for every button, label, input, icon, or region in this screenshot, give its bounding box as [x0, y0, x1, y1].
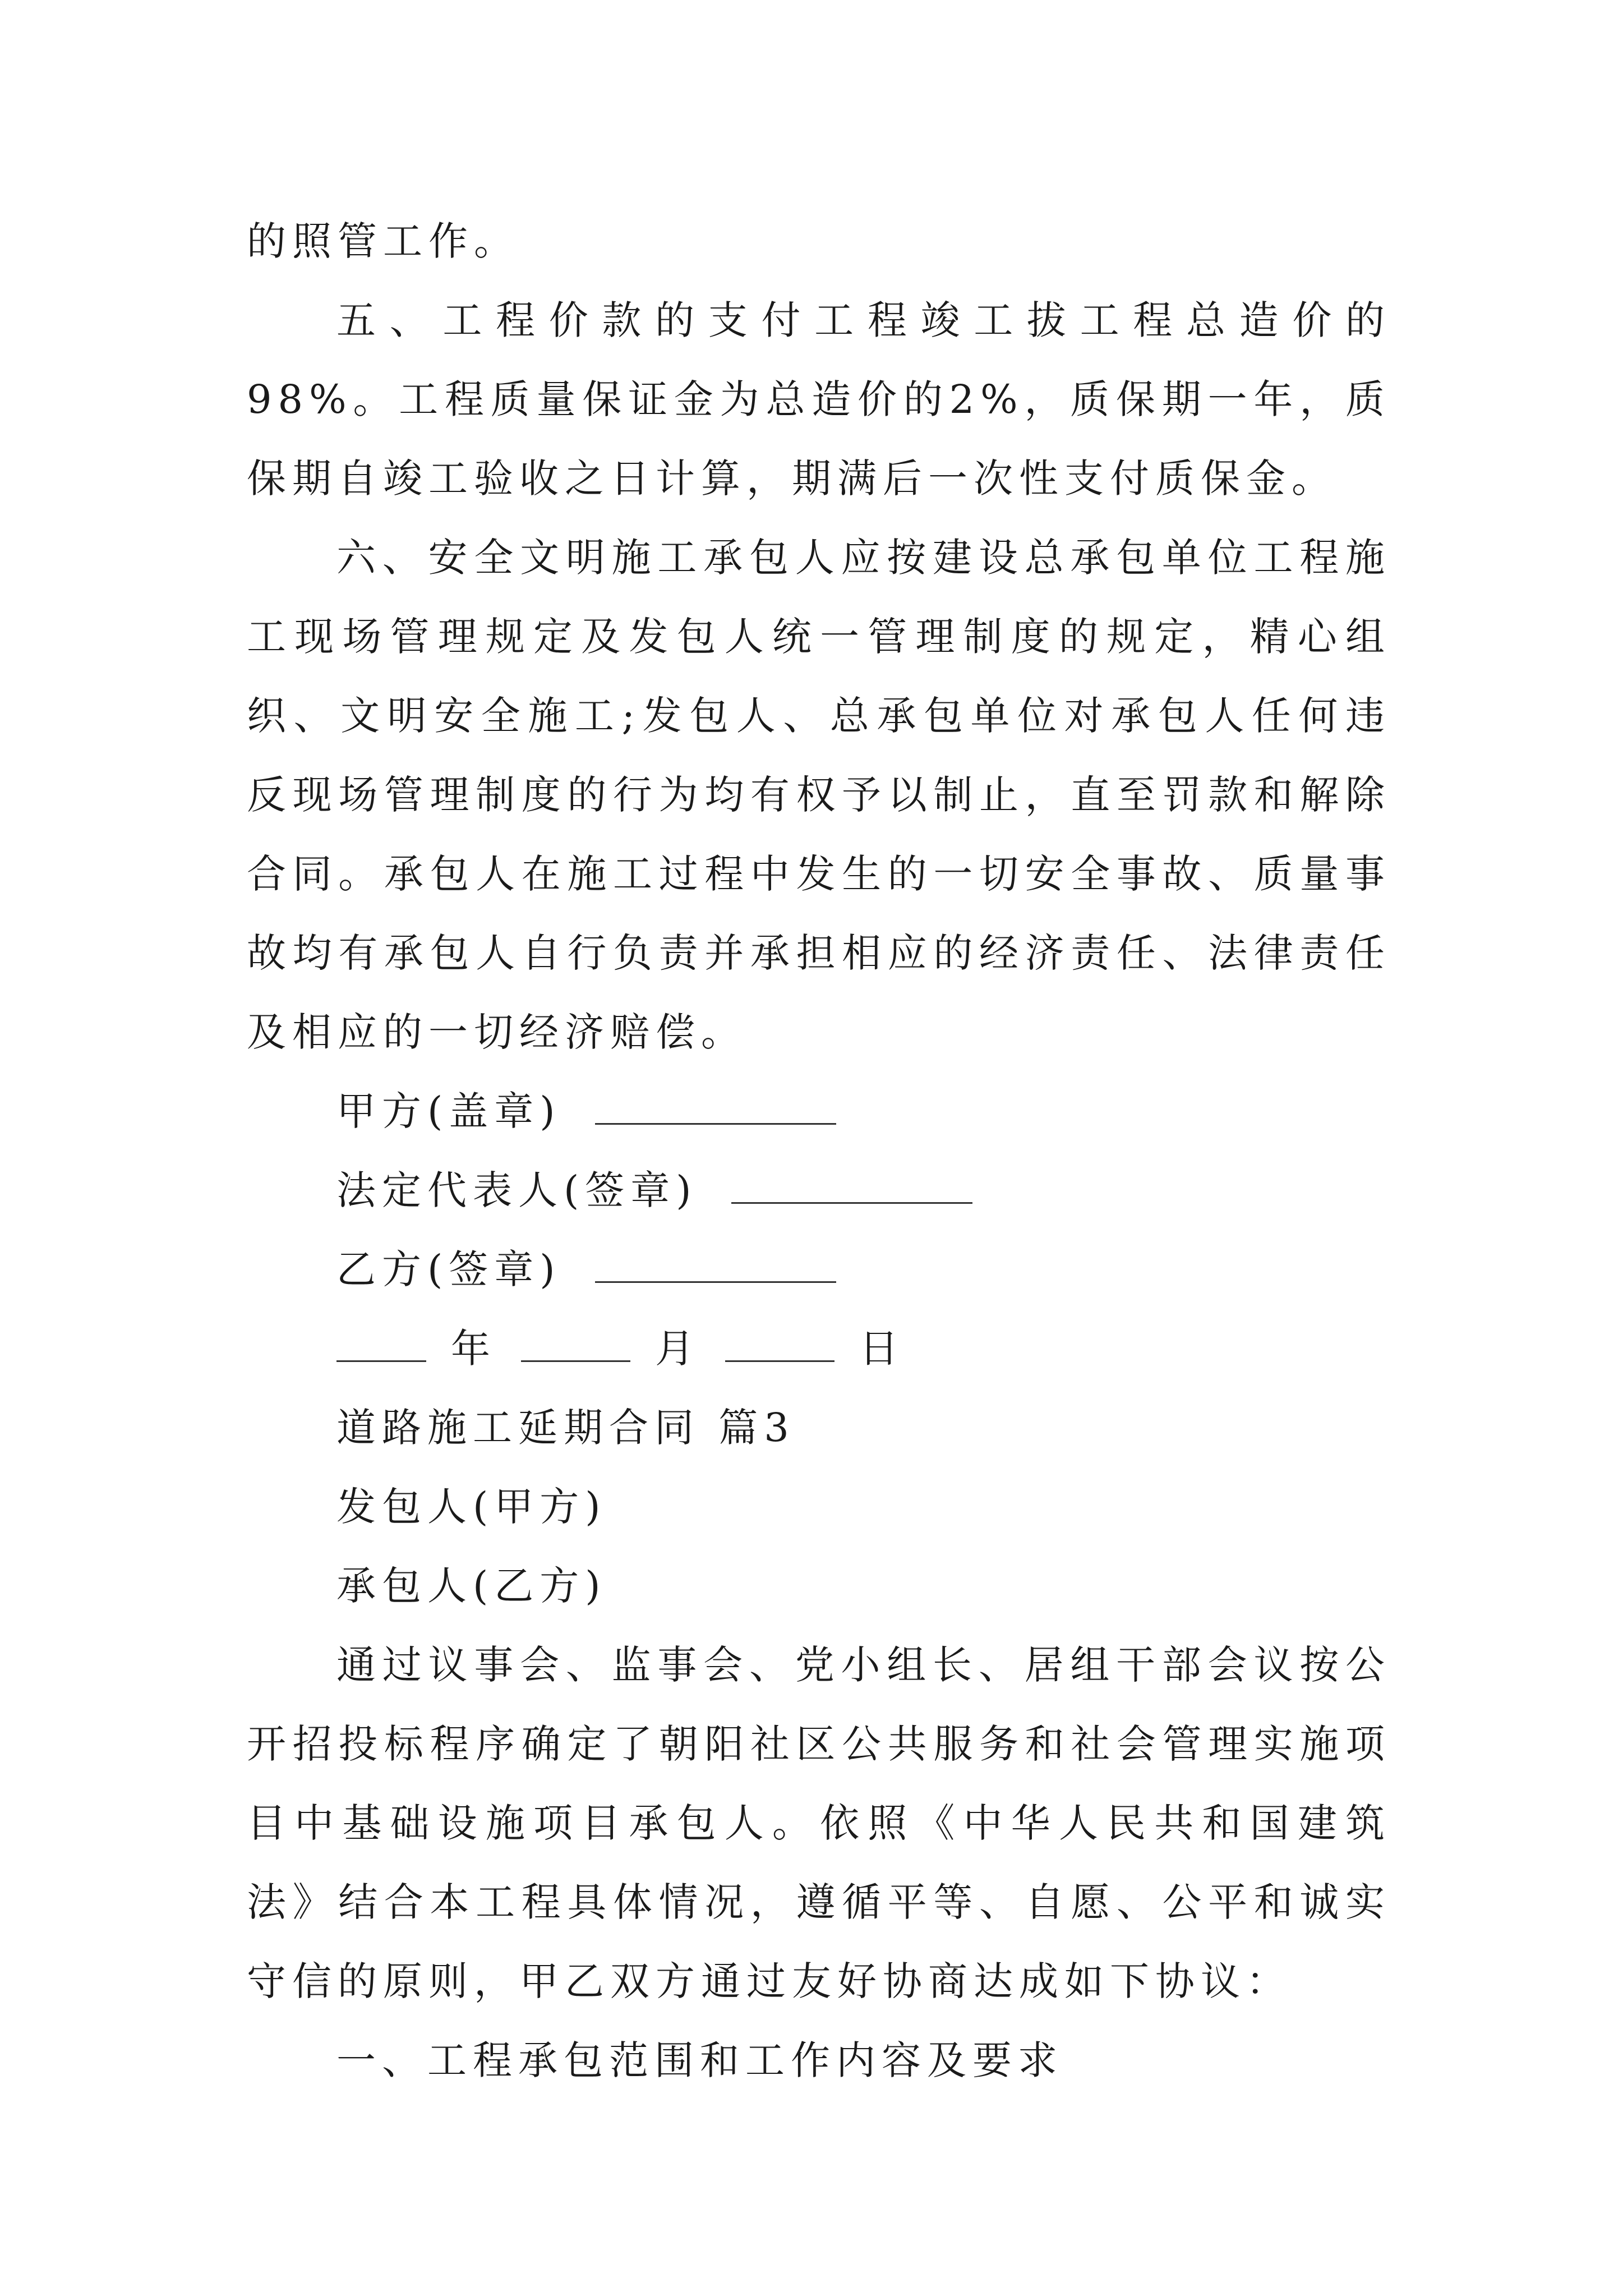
signature-party-b-label: 乙方(签章) [336, 1246, 561, 1292]
date-year-blank [336, 1327, 426, 1362]
document-body [247, 202, 1391, 2100]
date-day-blank [725, 1327, 834, 1362]
signature-legal-rep [247, 1151, 1391, 1230]
party-contractor: 承包人(乙方) [336, 1563, 607, 1609]
paragraph-payment: 五、工程价款的支付工程竣工拔工程总造价的98%。工程质量保证金为总造价的2%，质保期一年，质保期自竣工验收之日计算，期满后一次性支付质保金。 [247, 297, 1391, 501]
clause-heading-1: 一、工程承包范围和工作内容及要求 [336, 2037, 1063, 2083]
date-month-label: 月 [655, 1326, 700, 1372]
signature-party-a-blank [595, 1089, 836, 1125]
date-month-blank [521, 1327, 630, 1362]
signature-party-a-label: 甲方(盖章) [336, 1088, 561, 1134]
signature-party-b-blank [595, 1248, 836, 1283]
paragraph-preamble: 通过议事会、监事会、党小组长、居组干部会议按公开招投标程序确定了朝阳社区公共服务和社会管理实施项目中基础设施项目承包人。依照《中华人民共和国建筑法》结合本工程具体情况，遵循平等、自愿、公平和诚实守信的原则，甲乙双方通过友好协商达成如下协议： [247, 1642, 1391, 2004]
paragraph-safety: 六、安全文明施工承包人应按建设总承包单位工程施工现场管理规定及发包人统一管理制度的规定，精心组织、文明安全施工;发包人、总承包单位对承包人任何违反现场管理制度的行为均有权予以制止，直至罚款和解除合同。承包人在施工过程中发生的一切安全事故、质量事故均有承包人自行负责并承担相应的经济责任、法律责任及相应的一切经济赔偿。 [247, 535, 1391, 1055]
section-title: 道路施工延期合同 篇3 [336, 1405, 795, 1451]
date-year-label: 年 [451, 1326, 496, 1372]
signature-party-a [247, 1072, 1391, 1151]
signature-party-b [247, 1230, 1391, 1309]
paragraph-continuation: 的照管工作。 [247, 218, 519, 264]
date-day-label: 日 [859, 1326, 905, 1372]
signature-legal-rep-label: 法定代表人(签章) [336, 1167, 698, 1213]
party-employer: 发包人(甲方) [336, 1484, 607, 1530]
signature-legal-rep-blank [731, 1168, 972, 1204]
date-line [247, 1309, 1391, 1388]
